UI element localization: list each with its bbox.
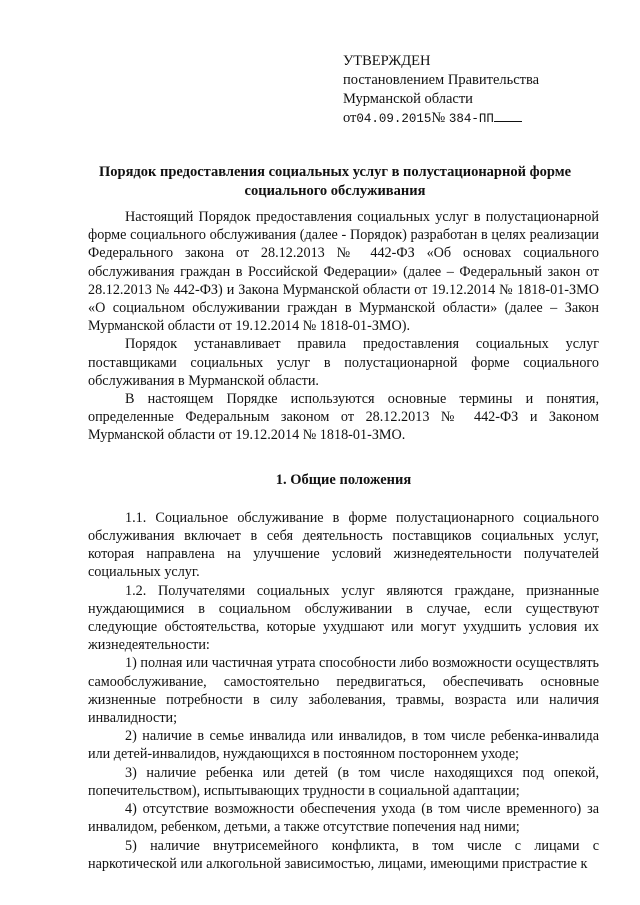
clause-1-1: 1.1. Социальное обслуживание в форме полустационарного социального обслуживания включает в себя деятельность поставщиков социальных услуг, которая направлена на улучшение условий жизнедеятельности получателей социальных услуг. [88, 509, 599, 581]
approval-number: 384-ПП [448, 112, 494, 126]
approval-date-line [343, 109, 603, 129]
document-title [70, 163, 600, 201]
list-item-2: 2) наличие в семье инвалида или инвалидов, в том числе ребенка-инвалида или детей-инвалидов, нуждающихся в постоянном постороннем уходе; [88, 728, 599, 763]
intro-paragraph-3: В настоящем Порядке используются основные термины и понятия, определенные Федеральным законом от 28.12.2013 № 442-ФЗ и Законом Мурманской области от 19.12.2014 № 1818-01-ЗМО. [88, 391, 599, 444]
approval-heading: УТВЕРЖДЕН [343, 53, 431, 69]
approval-region: Мурманской области [343, 91, 473, 107]
section-heading: 1. Общие положения [275, 471, 412, 488]
list-item-4: 4) отсутствие возможности обеспечения ухода (в том числе временного) за инвалидом, ребенком, детьми, а также отсутствие попечения над ними; [88, 801, 599, 836]
approval-date: 04.09.2015 [356, 112, 432, 126]
intro-paragraph-2: Порядок устанавливает правила предоставления социальных услуг поставщиками социальных услуг в полустационарной форме социального обслуживания в Мурманской области. [88, 336, 599, 389]
approval-underline [494, 120, 522, 122]
title-line-1: Порядок предоставления социальных услуг в полустационарной форме [98, 164, 572, 180]
clause-1-2: 1.2. Получателями социальных услуг являются граждане, признанные нуждающимися в социальном обслуживании в случае, если существуют следующие обстоятельства, которые ухудшают или могут ухудшить условия их жизнедеятельности: [88, 582, 599, 654]
list-item-5: 5) наличие внутрисемейного конфликта, в том числе с лицами с наркотической или алкогольной зависимостью, лицами, имеющими пристрастие к [88, 837, 599, 872]
list-item-1: 1) полная или частичная утрата способности либо возможности осуществлять самообслуживание, самостоятельно передвигаться, обеспечивать основные жизненные потребности в силу заболевания, травмы, возраста или наличия инвалидности; [88, 655, 600, 727]
intro-paragraph-1: Настоящий Порядок предоставления социальных услуг в полустационарной форме социального обслуживания (далее - Порядок) разработан в целях реализации Федерального закона от 28.12.2013 № 442-ФЗ «Об основах социального обслуживания граждан в Российской Федерации» (далее – Федеральный закон от 28.12.2013 № 442-ФЗ) и Закона Мурманской области от 19.12.2014 № 1818-01-ЗМО «О социальном обслуживании граждан в Мурманской области» (далее – Закон Мурманской области от 19.12.2014 № 1818-01-ЗМО). [88, 209, 599, 335]
list-item-3: 3) наличие ребенка или детей (в том числе находящихся под опекой, попечительством), испытывающих трудности в социальной адаптации; [88, 764, 599, 799]
approval-stamp [343, 52, 603, 129]
document-body [88, 208, 599, 873]
approval-date-prefix: от [343, 110, 357, 126]
title-line-2: социального обслуживания [244, 183, 426, 199]
approval-number-sign: № [431, 110, 446, 126]
approval-authority: постановлением Правительства [343, 72, 540, 88]
